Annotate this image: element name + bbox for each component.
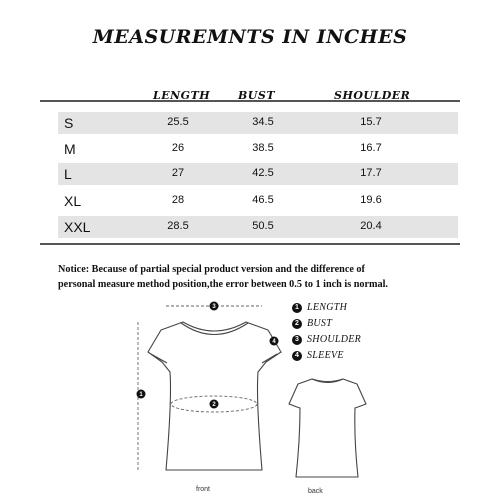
header-shoulder: SHOULDER <box>334 89 411 102</box>
back-shirt-outline <box>289 379 366 477</box>
legend-number: 1 <box>292 303 302 313</box>
size-label: XL <box>64 193 82 209</box>
length-value: 28.5 <box>167 220 189 232</box>
size-label: M <box>64 141 76 157</box>
legend-number: 3 <box>292 335 302 345</box>
bust-value: 38.5 <box>252 142 274 154</box>
back-label: back <box>308 488 323 495</box>
length-value: 26 <box>171 142 185 154</box>
bust-value: 42.5 <box>252 167 274 179</box>
page-title: MEASUREMNTS IN INCHES <box>92 26 408 48</box>
legend-label: LENGTH <box>307 302 348 313</box>
notice-line-1: Notice: Because of partial special product version and the difference of <box>58 264 365 275</box>
header-bust: BUST <box>238 89 276 102</box>
legend-item-shoulder <box>292 332 361 347</box>
front-left-hem <box>151 354 167 363</box>
shoulder-value: 19.6 <box>360 194 382 206</box>
marker-sleeve-number: 4 <box>272 339 276 346</box>
shoulder-value: 20.4 <box>360 220 382 232</box>
marker-shoulder-number: 3 <box>212 304 216 311</box>
legend-item-length <box>292 300 361 315</box>
shoulder-value: 16.7 <box>360 142 382 154</box>
header-length: LENGTH <box>153 89 211 102</box>
front-right-hem <box>262 354 277 363</box>
legend-label: SHOULDER <box>307 334 362 345</box>
front-label: front <box>196 486 211 493</box>
legend-item-bust <box>292 316 361 331</box>
size-label: S <box>64 115 74 131</box>
front-neckline <box>181 323 248 335</box>
size-label: XXL <box>64 219 91 235</box>
legend-item-sleeve <box>292 348 361 363</box>
legend-number: 2 <box>292 319 302 329</box>
marker-length-number: 1 <box>139 392 143 399</box>
length-value: 28 <box>171 194 185 206</box>
legend-label: SLEEVE <box>307 350 344 361</box>
back-neckline <box>312 379 343 383</box>
length-value: 27 <box>171 167 185 179</box>
length-value: 25.5 <box>167 116 189 128</box>
legend-label: BUST <box>307 318 333 329</box>
shoulder-value: 17.7 <box>360 167 382 179</box>
measurement-legend <box>292 300 361 364</box>
bust-value: 34.5 <box>252 116 274 128</box>
notice-line-2: personal measure method position,the error between 0.5 to 1 inch is normal. <box>58 279 388 290</box>
shoulder-value: 15.7 <box>360 116 382 128</box>
marker-bust-number: 2 <box>212 402 216 409</box>
size-label: L <box>64 166 72 182</box>
bust-value: 50.5 <box>252 220 274 232</box>
legend-number: 4 <box>292 351 302 361</box>
bust-value: 46.5 <box>252 194 274 206</box>
